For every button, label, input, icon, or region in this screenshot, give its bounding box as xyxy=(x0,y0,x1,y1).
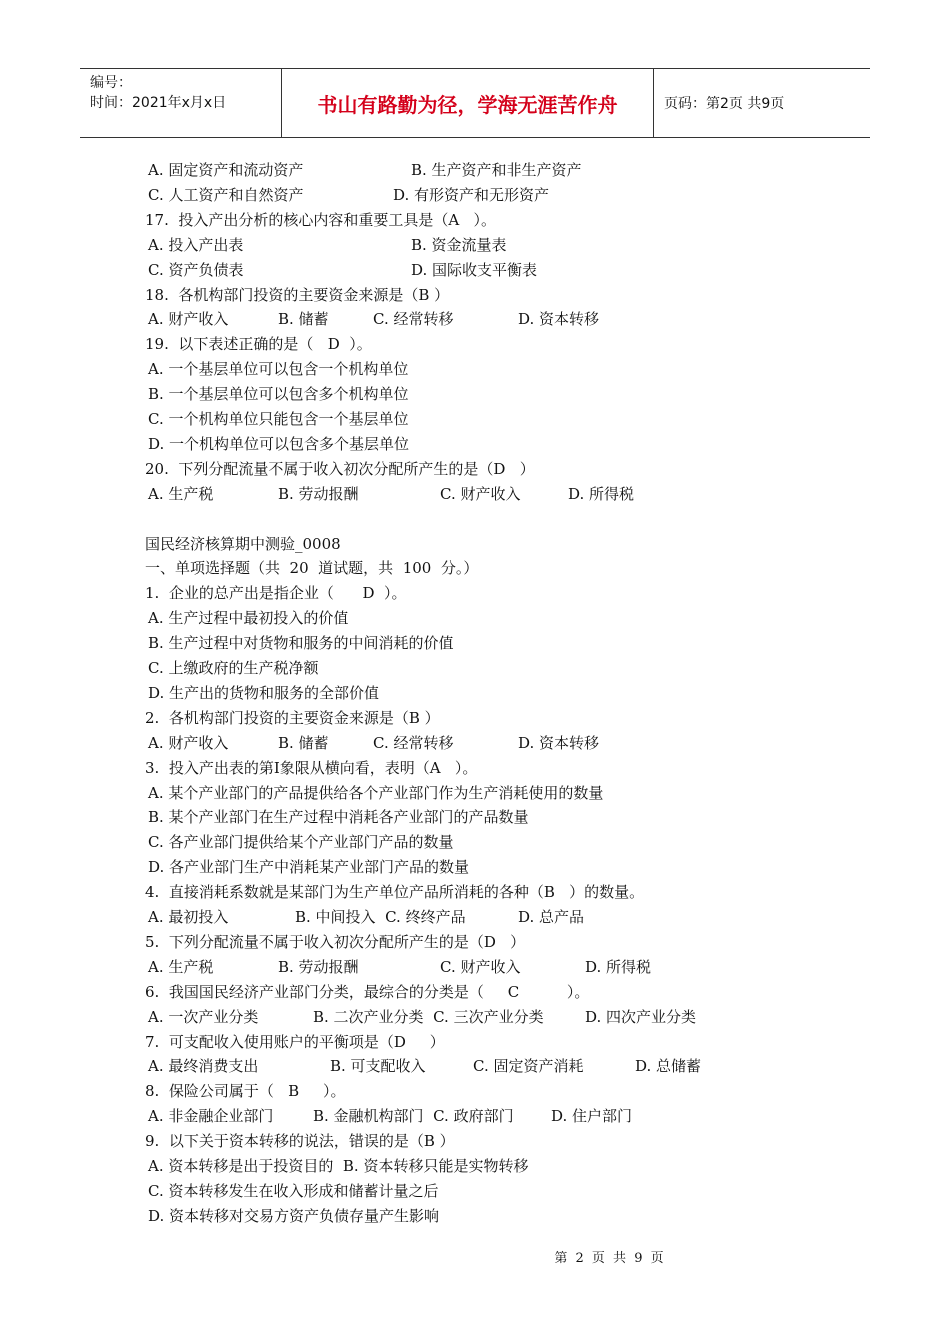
line-segment: C. 各产业部门提供给某个产业部门产品的数量 xyxy=(148,833,454,852)
line-segment: 一、单项选择题（共 20 道试题，共 100 分。） xyxy=(145,559,479,578)
line-segment: 7. 可支配收入使用账户的平衡项是（D ） xyxy=(145,1032,445,1051)
line-segment: D. 资本转移 xyxy=(518,310,600,329)
line-segment: D. 所得税 xyxy=(568,484,635,503)
line-segment: D. 国际收支平衡表 xyxy=(411,260,538,279)
line-segment: D. 住户部门 xyxy=(551,1107,633,1126)
line-segment: C. 固定资产消耗 xyxy=(473,1057,584,1076)
line-segment: A. 生产税 xyxy=(148,957,214,976)
line-segment: C. 财产收入 xyxy=(440,957,521,976)
line-segment: B. 资金流量表 xyxy=(411,235,507,254)
line-segment: 5. 下列分配流量不属于收入初次分配所产生的是（D ） xyxy=(145,932,526,951)
header-motto: 书山有路勤为径，学海无涯苦作舟 xyxy=(282,69,654,137)
line-segment: D. 资本转移对交易方资产负债存量产生影响 xyxy=(148,1206,440,1225)
line-segment: A. 非金融企业部门 xyxy=(148,1107,274,1126)
line-segment: B. 二次产业分类 C. 三次产业分类 xyxy=(313,1007,544,1026)
line-segment: A. 一个基层单位可以包含一个机构单位 xyxy=(148,360,409,379)
line-segment: D. 一个机构单位可以包含多个基层单位 xyxy=(148,434,410,453)
line-segment: A. 财产收入 xyxy=(148,310,229,329)
line-segment: 9. 以下关于资本转移的说法，错误的是（B ） xyxy=(145,1132,455,1151)
line-segment: 20. 下列分配流量不属于收入初次分配所产生的是（D ） xyxy=(145,459,535,478)
line-segment: B. 劳动报酬 xyxy=(278,957,359,976)
line-segment: A. 生产过程中最初投入的价值 xyxy=(148,609,349,628)
line-segment: C. 资本转移发生在收入形成和储蓄计量之后 xyxy=(148,1181,439,1200)
line-segment: 3. 投入产出表的第Ⅰ象限从横向看，表明（A ）。 xyxy=(145,758,478,777)
line-segment: B. 一个基层单位可以包含多个机构单位 xyxy=(148,385,409,404)
line-segment: B. 储蓄 xyxy=(278,733,329,752)
line-segment: 2. 各机构部门投资的主要资金来源是（B ） xyxy=(145,708,440,727)
line-segment: B. 中间投入 C. 终终产品 xyxy=(295,908,466,926)
line-segment: 19. 以下表述正确的是（ D ）。 xyxy=(145,335,372,354)
line-segment: 18. 各机构部门投资的主要资金来源是（B ） xyxy=(145,285,450,304)
line-segment: A. 生产税 xyxy=(148,484,214,503)
header-meta xyxy=(80,69,282,137)
doc-time-label: 时间：2021年x月x日 xyxy=(90,95,227,111)
line-segment: A. 财产收入 xyxy=(148,733,229,752)
line-segment: A. 最终消费支出 xyxy=(148,1057,259,1076)
line-segment: C. 上缴政府的生产税净额 xyxy=(148,659,319,677)
line-segment: B. 可支配收入 xyxy=(330,1057,426,1076)
line-segment: B. 劳动报酬 xyxy=(278,484,359,503)
line-segment: B. 金融机构部门 C. 政府部门 xyxy=(313,1107,514,1126)
line-segment: 1. 企业的总产出是指企业（ D ）。 xyxy=(145,584,407,603)
line-segment: 国民经济核算期中测验_0008 xyxy=(145,534,341,553)
line-segment: D. 生产出的货物和服务的全部价值 xyxy=(148,683,380,702)
line-segment: D. 所得税 xyxy=(585,957,652,976)
line-segment: D. 总储蓄 xyxy=(635,1057,702,1076)
doc-number-label: 编号： xyxy=(90,75,132,91)
line-segment: 17. 投入产出分析的核心内容和重要工具是（A ）。 xyxy=(145,210,497,229)
line-segment: A. 固定资产和流动资产 xyxy=(148,161,304,179)
line-segment: C. 一个机构单位只能包含一个基层单位 xyxy=(148,410,409,428)
line-segment: C. 经常转移 xyxy=(373,310,454,329)
line-segment: A. 某个产业部门的产品提供给各个产业部门作为生产消耗使用的数量 xyxy=(148,783,604,802)
line-segment: D. 各产业部门生产中消耗某产业部门产品的数量 xyxy=(148,858,470,877)
line-segment: D. 总产品 xyxy=(518,908,585,926)
line-segment: 6. 我国国民经济产业部门分类，最综合的分类是（ C ）。 xyxy=(145,982,590,1001)
line-segment: A. 最初投入 xyxy=(148,908,229,926)
line-segment: B. 生产资产和非生产资产 xyxy=(411,161,582,179)
line-segment: D. 有形资产和无形资产 xyxy=(393,185,550,204)
line-segment: A. 投入产出表 xyxy=(148,235,244,254)
line-segment: C. 财产收入 xyxy=(440,484,521,503)
line-segment: 4. 直接消耗系数就是某部门为生产单位产品所消耗的各种（B ）的数量。 xyxy=(145,883,645,902)
line-segment: B. 生产过程中对货物和服务的中间消耗的价值 xyxy=(148,634,454,653)
line-segment: B. 储蓄 xyxy=(278,310,329,329)
line-segment: C. 经常转移 xyxy=(373,733,454,752)
line-segment: D. 资本转移 xyxy=(518,733,600,752)
footer-page-number: 第 2 页 共 9 页 xyxy=(554,1251,666,1266)
line-segment: 8. 保险公司属于（ B ）。 xyxy=(145,1082,346,1101)
header-page-label: 页码：第2页 共9页 xyxy=(664,96,785,112)
page-footer xyxy=(0,1247,950,1266)
line-segment: D. 四次产业分类 xyxy=(585,1007,697,1026)
line-segment: A. 资本转移是出于投资目的 B. 资本转移只能是实物转移 xyxy=(148,1157,529,1175)
line-segment: B. 某个产业部门在生产过程中消耗各产业部门的产品数量 xyxy=(148,808,529,827)
line-segment: C. 人工资产和自然资产 xyxy=(148,185,304,204)
line-segment: A. 一次产业分类 xyxy=(148,1007,259,1026)
page-header xyxy=(80,68,870,138)
line-segment: C. 资产负债表 xyxy=(148,260,244,279)
